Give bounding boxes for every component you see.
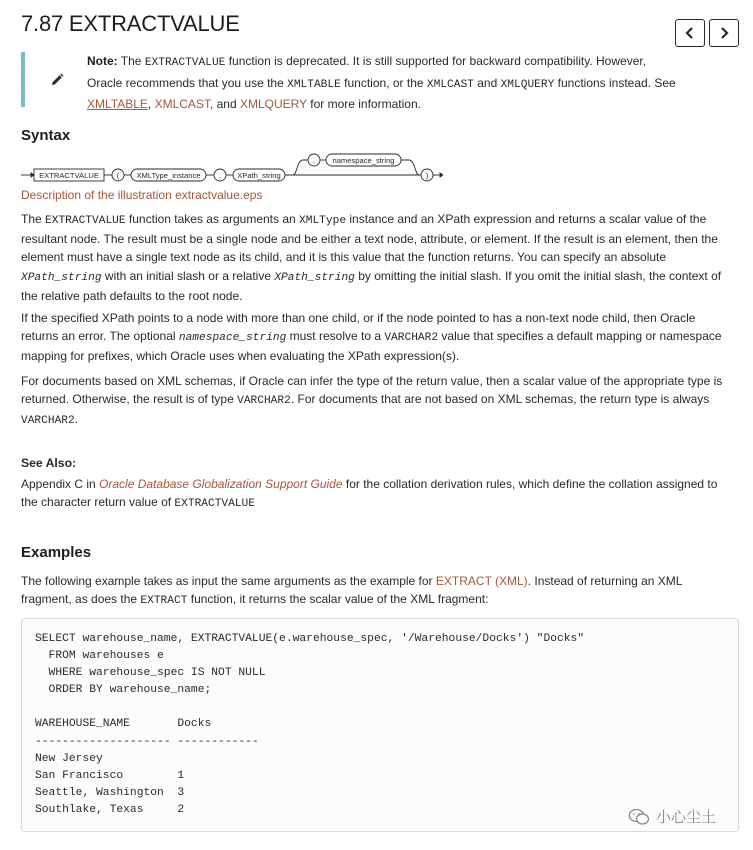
code-xmlquery: XMLQUERY [500,78,555,91]
deprecation-note [21,52,733,111]
text-fragment: If the specified XPath points to a node with more than one child, or if the node pointed to has a non-text node child, then Oracle returns an error. The optional [21,311,696,344]
note-text-fragment: , and [209,97,240,111]
note-text-fragment: Oracle recommends that you use the [87,75,288,90]
text-fragment: . [74,412,79,427]
diagram-open-paren: ( [116,171,120,180]
text-fragment: Appendix C in [21,477,100,491]
note-label: Note: [87,54,118,68]
diagram-branch [401,160,419,175]
param-namespace-string: namespace_string [178,332,287,345]
note-text-fragment: , [147,97,155,111]
code-varchar2: VARCHAR2 [384,332,439,345]
diagram-branch [293,160,308,175]
text-fragment: value that specifies a default mapping or namespace mapping for prefixes, which Oracle uses when evaluating the XPath expression(s). [21,329,722,364]
note-line-2 [87,74,727,96]
previous-page-button[interactable] [675,19,705,47]
text-fragment: for the collation derivation rules, which define the collation assigned to the character return value of [21,477,718,510]
note-text-fragment: and [473,75,501,90]
pencil-icon [49,72,65,88]
note-line-1 [87,52,727,74]
code-example: SELECT warehouse_name, EXTRACTVALUE(e.warehouse_spec, '/Warehouse/Docks') "Docks" FROM warehouses e WHERE warehouse_spec IS NOT NULL ORDER BY warehouse_name; WAREHOUSE_NAME Docks -------------------- ------------ New Jersey San Francisco 1 Seattle, Washington 3 Southlake, Texas 2 [35,633,585,816]
code-extract: EXTRACT [140,595,188,608]
text-fragment: . Instead of returning an XML fragment, as does the [21,574,682,607]
diagram-comma: , [218,171,222,180]
text-fragment: with an initial slash or a relative [101,268,275,283]
diagram-comma: , [312,156,316,165]
chevron-left-icon [684,26,696,40]
text-fragment: . For documents that are not based on XML schemas, the return type is always [290,392,710,407]
description-paragraph-2 [21,309,733,366]
code-example-block [21,618,739,832]
next-page-button[interactable] [709,19,739,47]
note-text-fragment: The [117,54,145,68]
diagram-arrow [440,173,443,177]
diagram-close-paren: ) [425,171,429,180]
code-xmlcast: XMLCAST [426,78,474,91]
text-fragment: The [21,212,46,226]
see-also-heading: See Also: [21,456,77,470]
param-xpath-string: XPath_string [274,271,355,284]
code-extractvalue: EXTRACTVALUE [45,215,126,227]
syntax-diagram [21,152,443,188]
note-text [87,52,727,115]
diagram-keyword: EXTRACTVALUE [39,171,99,180]
text-fragment: function takes as arguments an [125,212,300,226]
xmlcast-link[interactable]: XMLCAST [154,97,210,111]
text-fragment: For documents based on XML schemas, if Oracle can infer the type of the return value, then a scalar value of the appropriate type is returned. Otherwise, the result is of type [21,374,723,407]
code-xmltype: XMLType [299,215,347,227]
wechat-icon [628,808,650,826]
examples-intro [21,572,733,610]
xmltable-link[interactable]: XMLTABLE [87,97,148,111]
description-paragraph-1 [21,210,733,305]
text-fragment: The following example takes as input the same arguments as the example for [21,574,436,588]
extract-xml-link[interactable]: EXTRACT (XML) [435,574,528,588]
note-text-fragment: functions instead. See [554,75,676,90]
note-text-fragment: function is deprecated. It is still supported for backward compatibility. However, [225,54,647,68]
watermark-text: 小心尘土 [656,808,717,826]
note-text-fragment: for more information. [306,97,421,111]
watermark [628,806,716,828]
note-text-fragment: function, or the [340,75,427,90]
code-xmltable: XMLTABLE [287,78,341,91]
text-fragment: instance and an XPath expression and returns a scalar value of the resultant node. The result must be a single node and be either a text node, attribute, or element. If the result is an element, then the element must have a single text node as its child, and it is this value that the function returns. You can specify an absolute [21,212,718,265]
diagram-description-link[interactable]: Description of the illustration extractvalue.eps [21,188,263,202]
code-varchar2: VARCHAR2 [21,415,75,428]
code-extractvalue: EXTRACTVALUE [144,57,226,69]
param-xpath-string: XPath_string [21,271,102,284]
code-extractvalue: EXTRACTVALUE [174,498,255,511]
examples-heading: Examples [21,544,92,561]
see-also-text [21,475,733,513]
globalization-guide-link[interactable]: Oracle Database Globalization Support Guide [99,477,343,491]
xmlquery-link[interactable]: XMLQUERY [239,97,307,111]
diagram-arg1: XMLType_instance [136,171,201,180]
syntax-heading: Syntax [21,127,71,144]
note-line-3 [87,95,727,115]
text-fragment: function, it returns the scalar value of the XML fragment: [187,592,489,607]
code-varchar2: VARCHAR2 [237,395,291,408]
description-paragraph-3 [21,372,733,431]
diagram-arg3: namespace_string [332,156,395,165]
chevron-right-icon [718,26,730,40]
diagram-arg2: XPath_string [237,171,281,180]
text-fragment: by omitting the initial slash. If you omit the initial slash, the context of the relative path defaults to the root node. [21,268,722,303]
page-title: 7.87 EXTRACTVALUE [21,11,240,36]
diagram-arrow [31,173,34,177]
text-fragment: must resolve to a [286,329,385,344]
